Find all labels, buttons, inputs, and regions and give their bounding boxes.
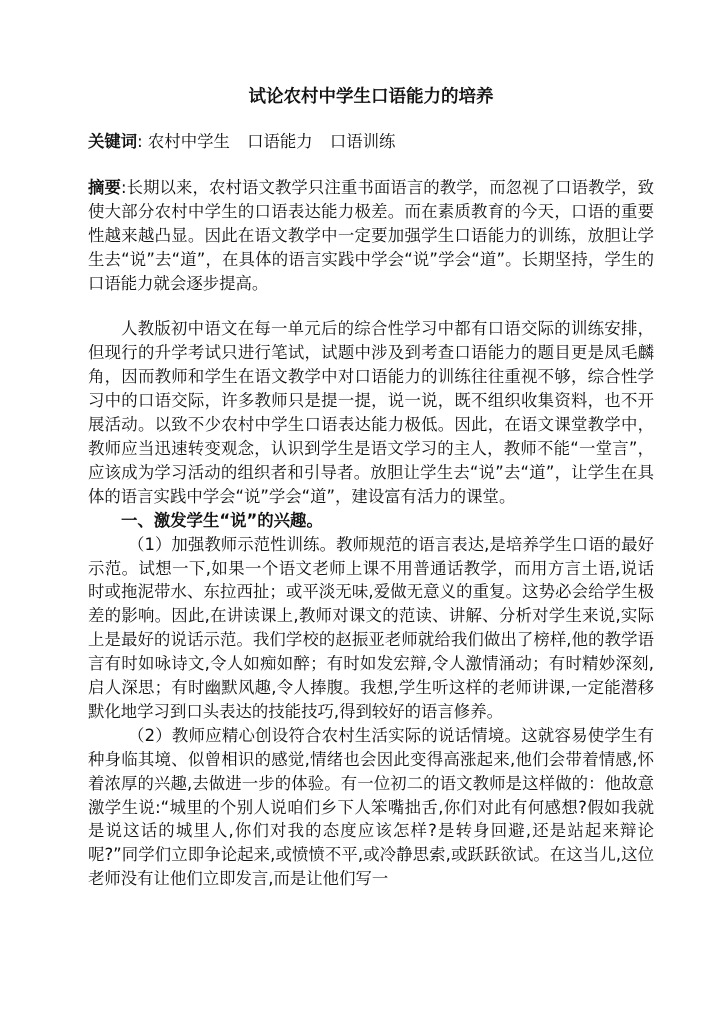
keywords-label: 关键词 <box>88 132 138 151</box>
document-page <box>88 84 654 891</box>
intro-paragraph: 人教版初中语文在每一单元后的综合性学习中都有口语交际的训练安排，但现行的升学考试只进行笔试，试题中涉及到考查口语能力的题目更是凤毛麟角，因而教师和学生在语文教学中对口语能力的训练往往重视不够，综合性学习中的口语交际，许多教师只是提一提，说一说，既不组织收集资料，也不开展活动。以致不少农村中学生口语表达能力极低。因此，在语文课堂教学中，教师应当迅速转变观念，认识到学生是语文学习的主人，教师不能“一堂言”，应该成为学习活动的组织者和引导者。放胆让学生去“说”去“道”，让学生在具体的语言实践中学会“说”学会“道”，建设富有活力的课堂。 <box>88 319 654 506</box>
abstract-label: 摘要 <box>88 177 121 197</box>
point-2-paragraph: （2）教师应精心创设符合农村生活实际的说话情境。这就容易使学生有种身临其境、似曾相识的感觉,情绪也会因此变得高涨起来,他们会带着情感,怀着浓厚的兴趣,去做进一步的体验。有一位初二的语文教师是这样做的：他故意激学生说:“城里的个别人说咱们乡下人笨嘴拙舌,你们对此有何感想?假如我就是说这话的城里人,你们对我的态度应该怎样?是转身回避,还是站起来辩论呢?”同学们立即争论起来,或愤愤不平,或冷静思索,或跃跃欲试。在这当儿,这位老师没有让他们立即发言,而是让他们写一 <box>88 725 654 889</box>
keyword-item: 农村中学生 <box>147 132 230 151</box>
keywords-separator: : <box>137 132 143 151</box>
document-title: 试论农村中学生口语能力的培养 <box>248 87 494 107</box>
keywords-row <box>88 130 654 154</box>
section-heading: 一、激发学生“说”的兴趣。 <box>121 510 323 530</box>
keyword-item: 口语训练 <box>329 132 396 151</box>
abstract-separator: : <box>120 177 127 197</box>
abstract-text: 长期以来，农村语文教学只注重书面语言的教学，而忽视了口语教学，致使大部分农村中学生的口语表达能力极差。而在素质教育的今天，口语的重要性越来越凸显。因此在语文教学中一定要加强学生口语能力的训练，放胆让学生去“说”去“道”，在具体的语言实践中学会“说”学会“道”。长期坚持，学生的口语能力就会逐步提高。 <box>88 177 654 293</box>
point-1-paragraph: （1）加强教师示范性训练。教师规范的语言表达,是培养学生口语的最好示范。试想一下,如果一个语文老师上课不用普通话教学，而用方言土语,说话时或拖泥带水、东拉西扯；或平淡无味,爱做无意义的重复。这势必会给学生极差的影响。因此,在讲读课上,教师对课文的范读、讲解、分析对学生来说,实际上是最好的说话示范。我们学校的赵振亚老师就给我们做出了榜样,他的教学语言有时如咏诗文,令人如痴如醉；有时如发宏辩,令人激情涌动；有时精妙深刻,启人深思；有时幽默风趣,令人捧腹。我想,学生听这样的老师讲课,一定能潜移默化地学习到口头表达的技能技巧,得到较好的语言修养。 <box>88 534 654 721</box>
keyword-item: 口语能力 <box>247 132 313 151</box>
abstract-paragraph <box>88 176 654 296</box>
